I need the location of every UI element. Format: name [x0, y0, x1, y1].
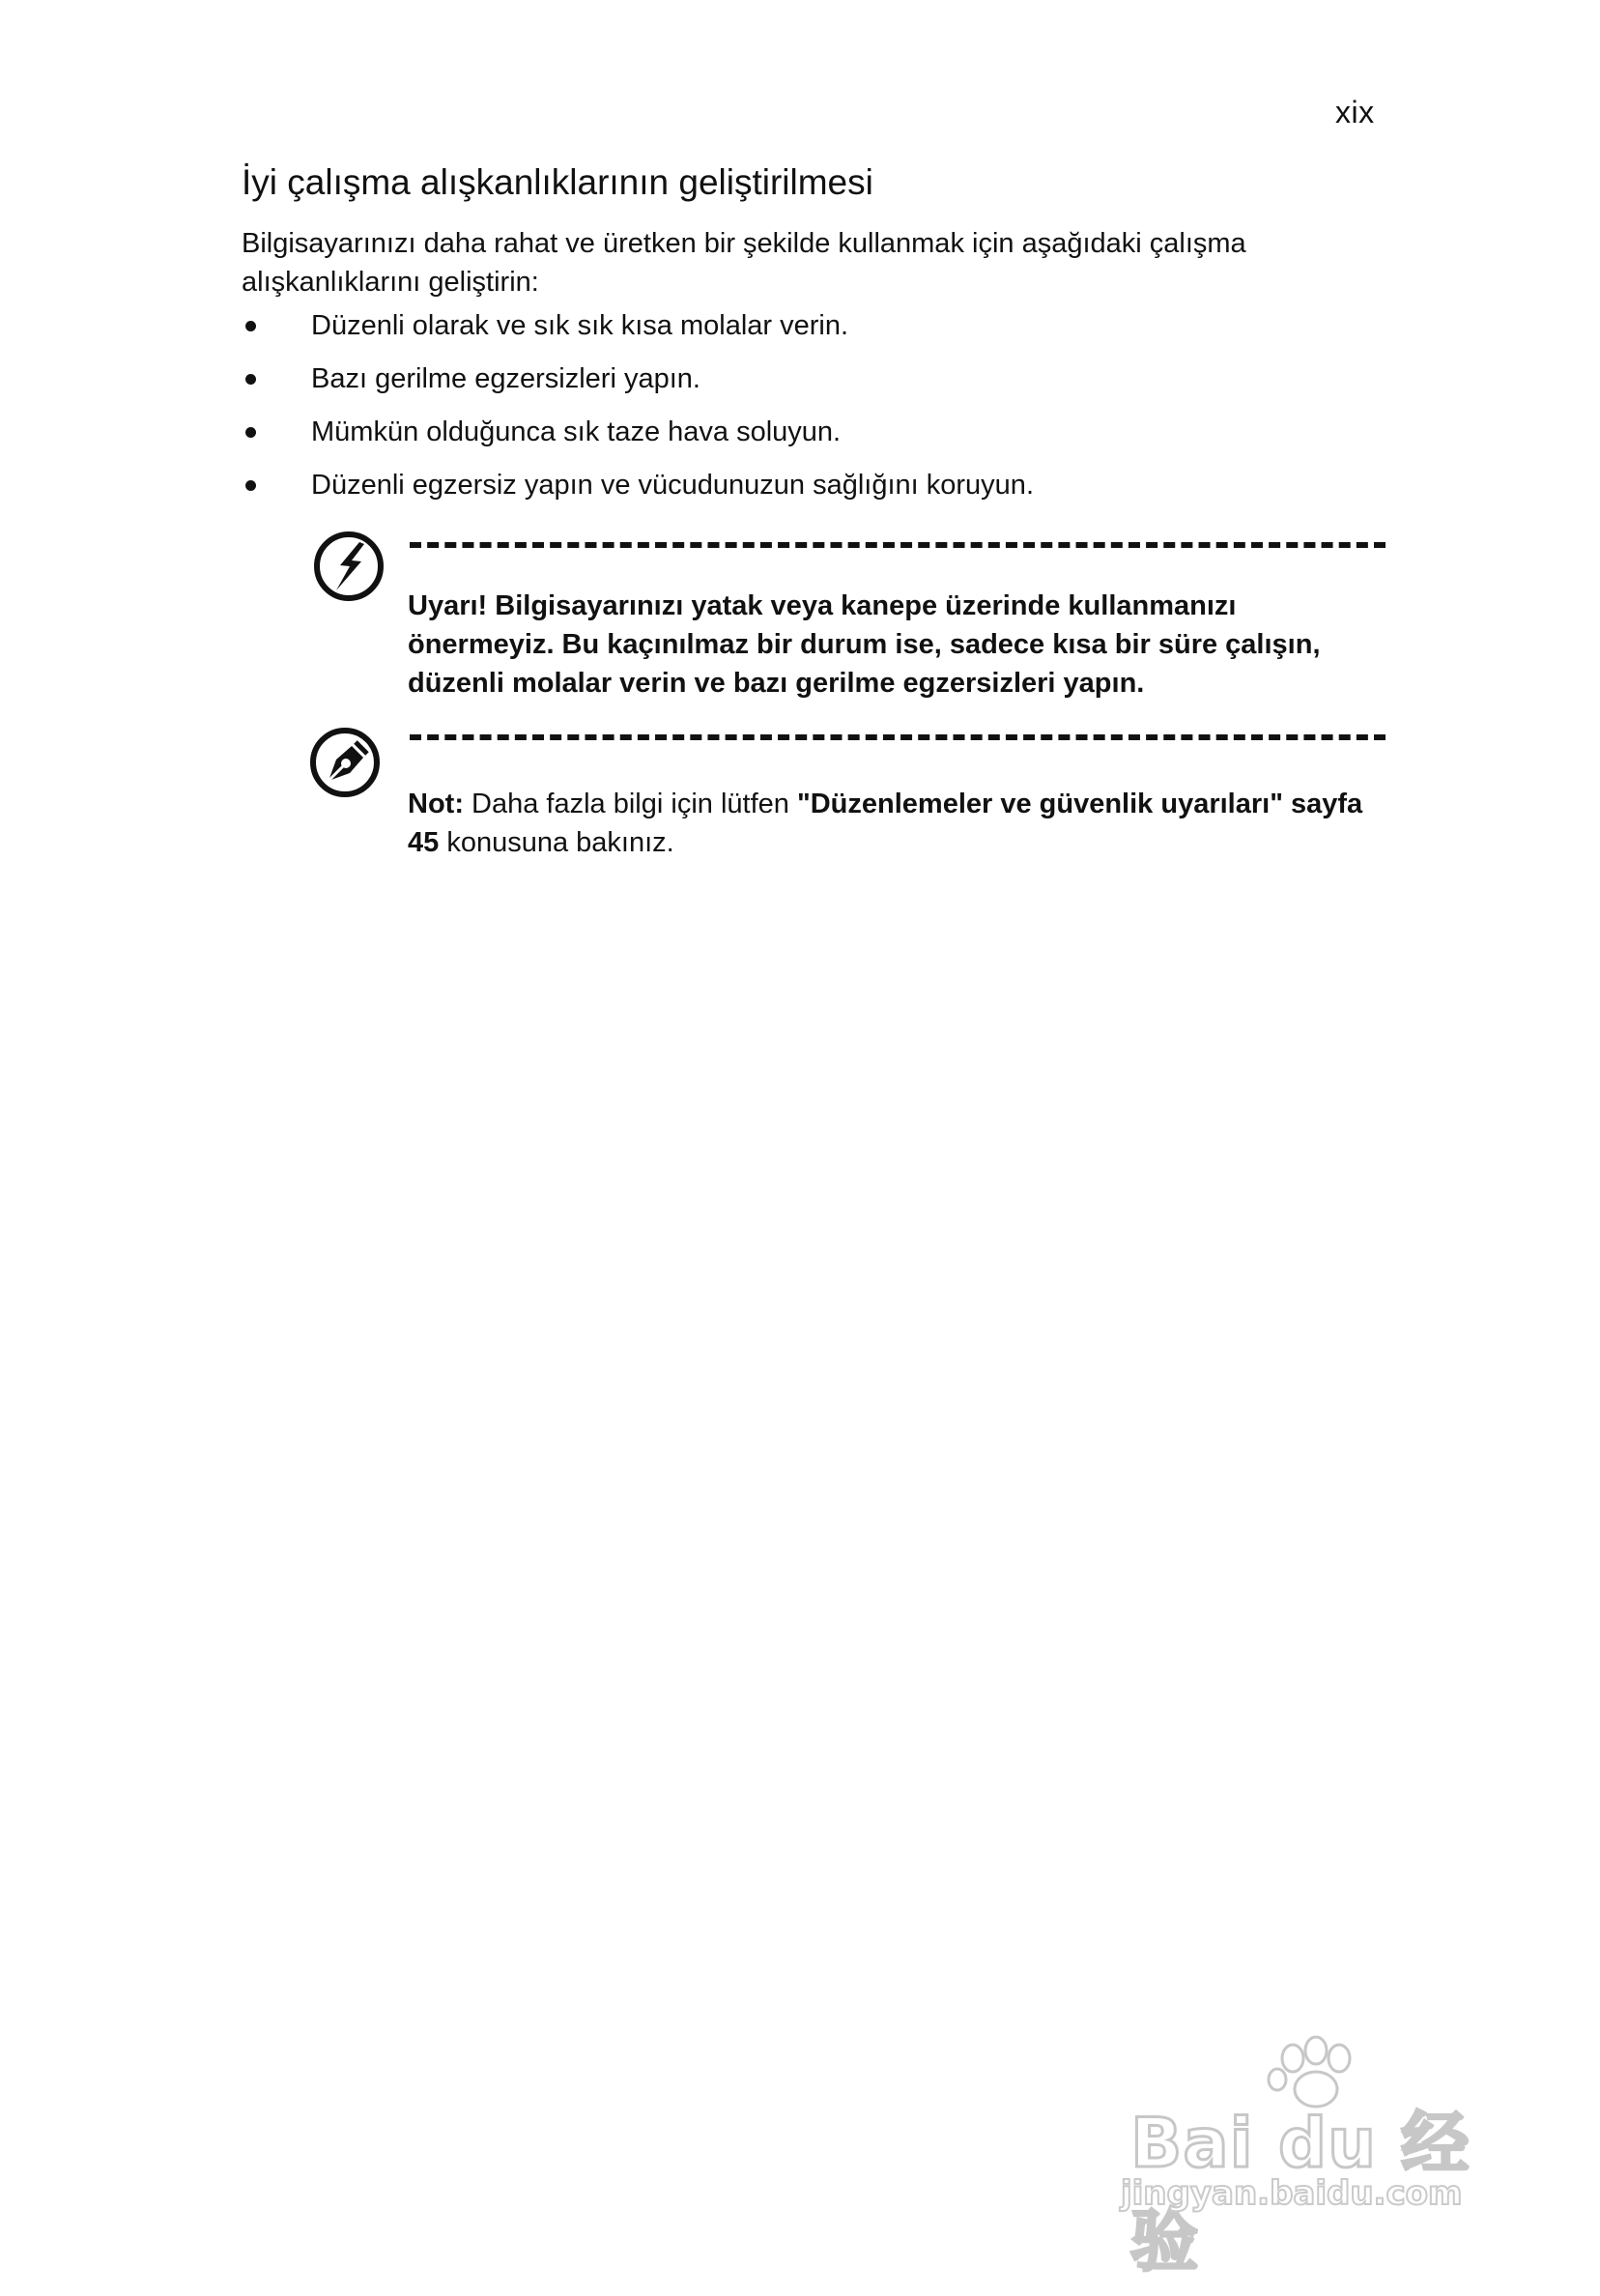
baidu-watermark: [1111, 2029, 1498, 2281]
bullet-icon: [245, 321, 256, 331]
note-box: [311, 717, 1384, 872]
dashed-divider: [410, 542, 1386, 548]
note-text-before: Daha fazla bilgi için lütfen: [463, 789, 797, 819]
list-item-text: Düzenli olarak ve sık sık kısa molalar verin.: [311, 310, 849, 341]
intro-paragraph: Bilgisayarınızı daha rahat ve üretken bir şekilde kullanmak için aşağıdaki çalışma alışkanlıklarını geliştirin:: [242, 228, 1246, 298]
bullet-icon: [245, 480, 256, 491]
section-title: İyi çalışma alışkanlıklarının geliştirilmesi: [242, 162, 873, 202]
note-reference-link[interactable]: "Düzenlemeler ve güvenlik uyarıları" sayfa 45: [408, 789, 1363, 858]
watermark-url: jingyan.baidu.com: [1121, 2174, 1463, 2213]
dashed-divider: [410, 734, 1386, 740]
note-text-after: konusuna bakınız.: [439, 827, 674, 858]
pen-nib-note-icon: [307, 725, 383, 800]
list-item: [242, 307, 1382, 360]
page-number: xix: [1335, 95, 1375, 129]
list-item: [242, 467, 1382, 520]
warning-text: Uyarı! Bilgisayarınızı yatak veya kanepe üzerinde kullanmanızı önermeyiz. Bu kaçınılmaz bir durum ise, sadece kısa bir süre çalışın, düzenli molalar verin ve bazı gerilme egzersizleri yapın.: [408, 590, 1321, 699]
list-item-text: Mümkün olduğunca sık taze hava soluyun.: [311, 416, 842, 447]
tips-list: [242, 307, 1382, 520]
note-text: [408, 785, 1384, 862]
list-item-text: Düzenli egzersiz yapın ve vücudunuzun sağlığını koruyun.: [311, 470, 1034, 501]
list-item-text: Bazı gerilme egzersizleri yapın.: [311, 363, 700, 394]
bullet-icon: [245, 427, 256, 438]
watermark-logo-text: Bai du 经验: [1130, 2104, 1471, 2281]
bullet-icon: [245, 374, 256, 385]
lightning-warning-icon: [311, 529, 386, 604]
warning-box: [311, 525, 1384, 718]
note-label: Not:: [408, 789, 464, 819]
list-item: [242, 414, 1382, 467]
list-item: [242, 360, 1382, 414]
